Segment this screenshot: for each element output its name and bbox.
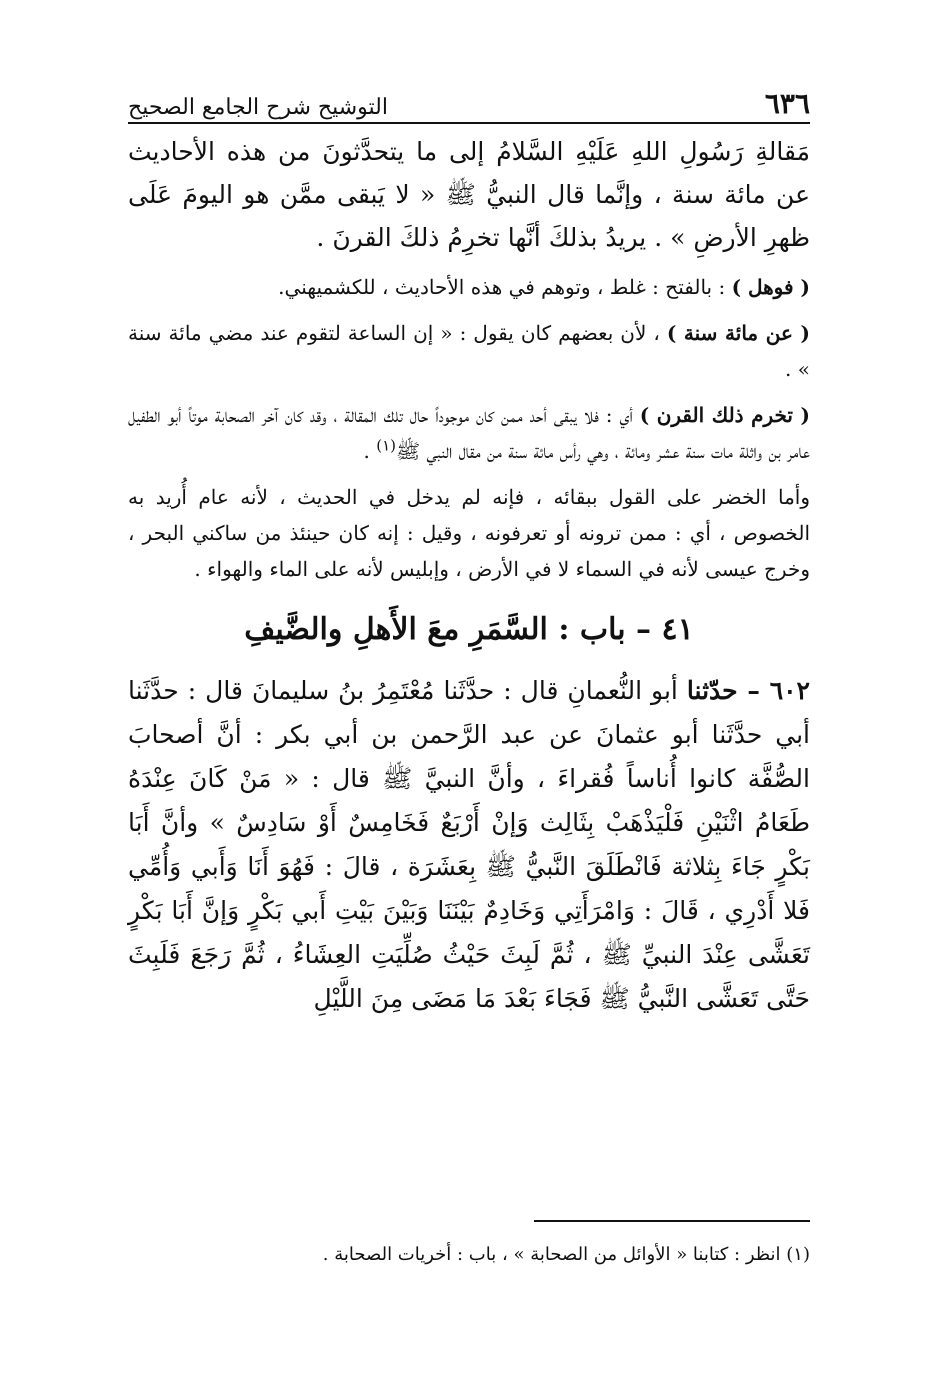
comment-tail: . (363, 439, 377, 463)
chapter-title: ٤١ – باب : السَّمَرِ معَ الأَهلِ والضَّيفِ (244, 612, 694, 647)
hadith-number: ٦٠٢ – حدّثنا (686, 676, 810, 705)
comment-paragraph (128, 479, 810, 587)
comment-term: ( عن مائة سنة ) (666, 321, 810, 345)
page-header (128, 80, 810, 124)
comment-text: أي : فلا يبقى أحد ممن كان موجوداً حال تلك المقالة ، وقد كان آخر الصحابة موتاً أبو الطفيل عامر بن واثلة مات سنة عشر ومائة ، وهي رأس مائة سنة من مقال النبي ﷺ (128, 403, 810, 463)
commentary-block (128, 269, 810, 587)
comment-paragraph (128, 269, 810, 305)
main-text-block (128, 130, 810, 259)
comment-text: وأما الخضر على القول ببقائه ، فإنه لم يدخل في الحديث ، لأنه عام أُريد به الخصوص ، أي : ممن ترونه أو تعرفونه ، وقيل : إنه كان حينئذ من ساكني البحر ، وخرج عيسى لأنه في السماء لا في الأرض ، وإبليس لأنه على الماء والهواء . (128, 485, 810, 581)
main-text: مَقالةِ رَسُولِ اللهِ عَلَيْهِ السَّلامُ إلى ما يتحدَّثونَ من هذه الأحاديث عن مائة سنة ، وإنَّما قال النبيُّ ﷺ « لا يَبقى ممَّن هو اليومَ عَلَى ظهرِ الأرضِ » . يريدُ بذلكَ أنَّها تخرِمُ ذلكَ القرنَ . (128, 137, 811, 252)
comment-text: ، لأن بعضهم كان يقول : « إن الساعة لتقوم عند مضي مائة سنة » . (128, 321, 810, 381)
footnote-divider (534, 1220, 810, 1222)
comment-paragraph (128, 315, 810, 387)
hadith-paragraph (128, 669, 810, 1021)
footnote-reference: (١) (376, 436, 396, 455)
comment-text: : بالفتح : غلط ، وتوهم في هذه الأحاديث ، للكشميهني. (278, 275, 732, 299)
running-title: التوشيح شرح الجامع الصحيح (128, 95, 388, 120)
page-number: ٦٣٦ (764, 87, 810, 120)
hadith-block (128, 669, 810, 1021)
comment-term: ( تخرم ذلك القرن ) (639, 403, 810, 427)
hadith-text: أبو النُّعمانِ قال : حدَّثَنا مُعْتَمِرُ بنُ سليمانَ قال : حدَّثَنا أبي حدَّثَنا أبو عثمانَ عن عبد الرَّحمن بن أبي بكر : أنَّ أصحابَ الصُّفَّة كانوا أُناساً فُقراءَ ، وأنَّ النبيَّ ﷺ قال : « مَنْ كَانَ عِنْدَهُ طَعَامُ اثْنَيْنِ فَلْيَذْهَبْ بِثَالِث وَإنْ أَرْبَعٌ فَخَامِسٌ أَوْ سَادِسٌ » وأنَّ أَبَا بَكْرٍ جَاءَ بِثلاثة فَانْطَلَقَ النَّبيُّ ﷺ بِعَشَرَة ، قالَ : فَهُوَ أَنَا وَأَبي وَأُمِّي فَلا أَدْرِي ، قَالَ : وَامْرَأَتِي وَخَادِمٌ بَيْنَنَا وَبَيْنَ بَيْتِ أَبي بَكْرٍ وَإنَّ أَبَا بَكْرٍ تَعَشَّى عِنْدَ النبيِّ ﷺ ، ثُمَّ لَبِثَ حَيْثُ صُلِّيَتِ العِشَاءُ ، ثُمَّ رَجَعَ فَلَبِثَ حَتَّى تَعَشَّى النَّبيُّ ﷺ فَجَاءَ بَعْدَ مَا مَضَى مِنَ اللَّيْلِ (128, 676, 810, 1013)
comment-paragraph (128, 397, 810, 469)
page (128, 80, 810, 1320)
footnote: (١) انظر : كتابنا « الأوائل من الصحابة » ، باب : أخريات الصحابة . (322, 1244, 810, 1265)
comment-term: ( فوهل ) (731, 275, 810, 299)
